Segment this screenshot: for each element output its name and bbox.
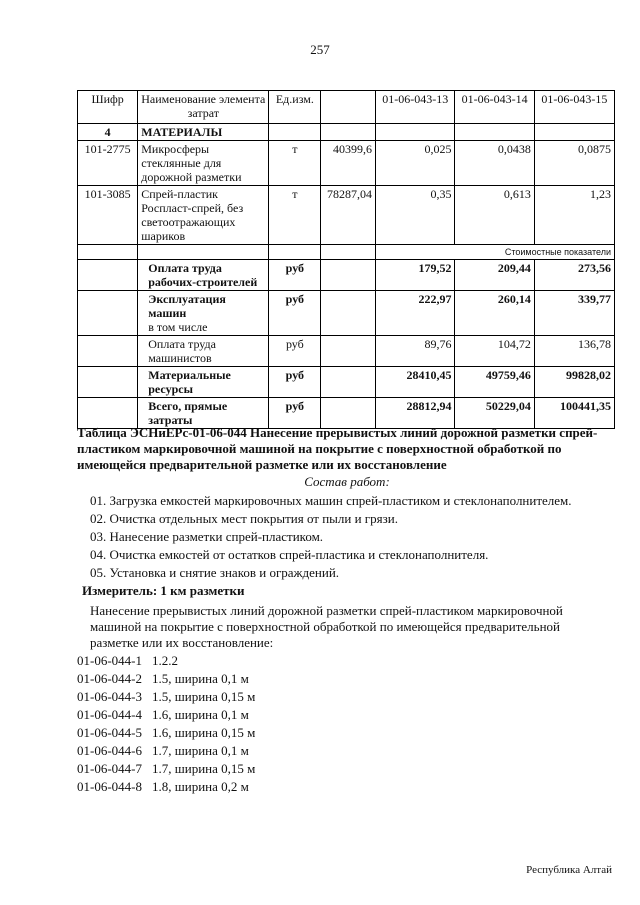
list-item [77, 706, 617, 724]
material-value-15: 1,23 [534, 186, 614, 245]
cost-unit: руб [269, 291, 321, 336]
item-text: 1.2.2 [152, 653, 178, 668]
list-item: 04. Очистка емкостей от остатков спрей-пластика и стеклонаполнителя. [90, 547, 489, 562]
cost-unit: руб [269, 398, 321, 429]
cost-value-15: 99828,02 [534, 367, 614, 398]
item-text: 1.8, ширина 0,2 м [152, 779, 249, 794]
item-code: 01-06-044-7 [77, 761, 142, 776]
cost-unit: руб [269, 367, 321, 398]
table-row [78, 141, 615, 186]
material-code: 101-3085 [78, 186, 138, 245]
list-item: 02. Очистка отдельных мест покрытия от пыли и грязи. [90, 511, 398, 526]
cost-name: Всего, прямые затраты [138, 398, 269, 429]
table-row [78, 398, 615, 429]
resource-table [77, 90, 615, 429]
cost-value-15: 136,78 [534, 336, 614, 367]
item-code: 01-06-044-6 [77, 743, 142, 758]
cost-unit: руб [269, 260, 321, 291]
item-text: 1.6, ширина 0,15 м [152, 725, 256, 740]
group-title: МАТЕРИАЛЫ [138, 124, 269, 141]
list-item [77, 760, 617, 778]
list-item [77, 652, 617, 670]
items-list [77, 652, 617, 796]
cost-value-14: 260,14 [455, 291, 534, 336]
cost-value-14: 104,72 [455, 336, 534, 367]
cost-value-15: 100441,35 [534, 398, 614, 429]
list-item [77, 688, 617, 706]
table-row [78, 367, 615, 398]
item-text: 1.5, ширина 0,1 м [152, 671, 249, 686]
cost-name: Оплата труда машинистов [138, 336, 269, 367]
material-value-15: 0,0875 [534, 141, 614, 186]
table-row [78, 260, 615, 291]
material-code: 101-2775 [78, 141, 138, 186]
item-text: 1.5, ширина 0,15 м [152, 689, 256, 704]
material-name: Спрей-пластик Роспласт-спрей, без светоотражающих шариков [138, 186, 269, 245]
description: Нанесение прерывистых линий дорожной разметки спрей-пластиком маркировочной машиной на покрытие с поверхностной обработкой по имеющейся предварительной разметке или их восстановление: [90, 603, 563, 650]
cost-value-15: 339,77 [534, 291, 614, 336]
item-text: 1.7, ширина 0,1 м [152, 743, 249, 758]
cost-name [138, 291, 269, 336]
measure-unit: Измеритель: 1 км разметки [82, 583, 245, 598]
material-name: Микросферы стеклянные для дорожной разметки [138, 141, 269, 186]
list-item: 01. Загрузка емкостей маркировочных машин спрей-пластиком и стеклонаполнителем. [90, 493, 572, 508]
header-col-15: 01-06-043-15 [534, 91, 614, 124]
table-row [78, 186, 615, 245]
cost-value-15: 273,56 [534, 260, 614, 291]
header-price [321, 91, 376, 124]
material-value-13: 0,35 [376, 186, 455, 245]
cost-value-13: 179,52 [376, 260, 455, 291]
cost-name: Материальные ресурсы [138, 367, 269, 398]
material-value-13: 0,025 [376, 141, 455, 186]
item-code: 01-06-044-2 [77, 671, 142, 686]
material-unit: т [269, 141, 321, 186]
cost-value-13: 28812,94 [376, 398, 455, 429]
header-code: Шифр [78, 91, 138, 124]
works-list [90, 492, 630, 582]
item-code: 01-06-044-3 [77, 689, 142, 704]
cost-value-14: 209,44 [455, 260, 534, 291]
item-code: 01-06-044-1 [77, 653, 142, 668]
cost-name: Оплата труда рабочих-строителей [138, 260, 269, 291]
item-text: 1.6, ширина 0,1 м [152, 707, 249, 722]
item-text: 1.7, ширина 0,15 м [152, 761, 256, 776]
cost-indicators-label: Стоимостные показатели [376, 245, 615, 260]
cost-value-14: 50229,04 [455, 398, 534, 429]
group-code: 4 [78, 124, 138, 141]
item-code: 01-06-044-4 [77, 707, 142, 722]
list-item [77, 670, 617, 688]
item-code: 01-06-044-8 [77, 779, 142, 794]
material-price: 78287,04 [321, 186, 376, 245]
cost-value-13: 89,76 [376, 336, 455, 367]
item-code: 01-06-044-5 [77, 725, 142, 740]
list-item: 05. Установка и снятие знаков и ограждений. [90, 565, 340, 580]
header-col-14: 01-06-043-14 [455, 91, 534, 124]
list-item [77, 778, 617, 796]
cost-unit: руб [269, 336, 321, 367]
table-row [78, 336, 615, 367]
cost-name-main: Эксплуатация машин [148, 292, 226, 320]
material-price: 40399,6 [321, 141, 376, 186]
material-unit: т [269, 186, 321, 245]
cost-value-14: 49759,46 [455, 367, 534, 398]
work-composition-heading: Состав работ: [304, 474, 390, 489]
header-unit: Ед.изм. [269, 91, 321, 124]
cost-value-13: 222,97 [376, 291, 455, 336]
header-name: Наименование элемента затрат [138, 91, 269, 124]
list-item: 03. Нанесение разметки спрей-пластиком. [90, 529, 324, 544]
cost-value-13: 28410,45 [376, 367, 455, 398]
material-value-14: 0,613 [455, 186, 534, 245]
page-number: 257 [310, 42, 330, 57]
materials-group-row [78, 124, 615, 141]
section-title: Таблица ЭСНиЕРс-01-06-044 Нанесение прерывистых линий дорожной разметки спрей-пластиком маркировочной машиной на покрытие с поверхностной обработкой по имеющейся предварительной разметке или их восстановление [77, 425, 598, 472]
cost-label-row [78, 245, 615, 260]
cost-name-sub: в том числе [148, 320, 208, 334]
footer-region: Республика Алтай [526, 864, 612, 876]
list-item [77, 742, 617, 760]
list-item [77, 724, 617, 742]
table-header-row [78, 91, 615, 124]
table-row [78, 291, 615, 336]
header-col-13: 01-06-043-13 [376, 91, 455, 124]
material-value-14: 0,0438 [455, 141, 534, 186]
